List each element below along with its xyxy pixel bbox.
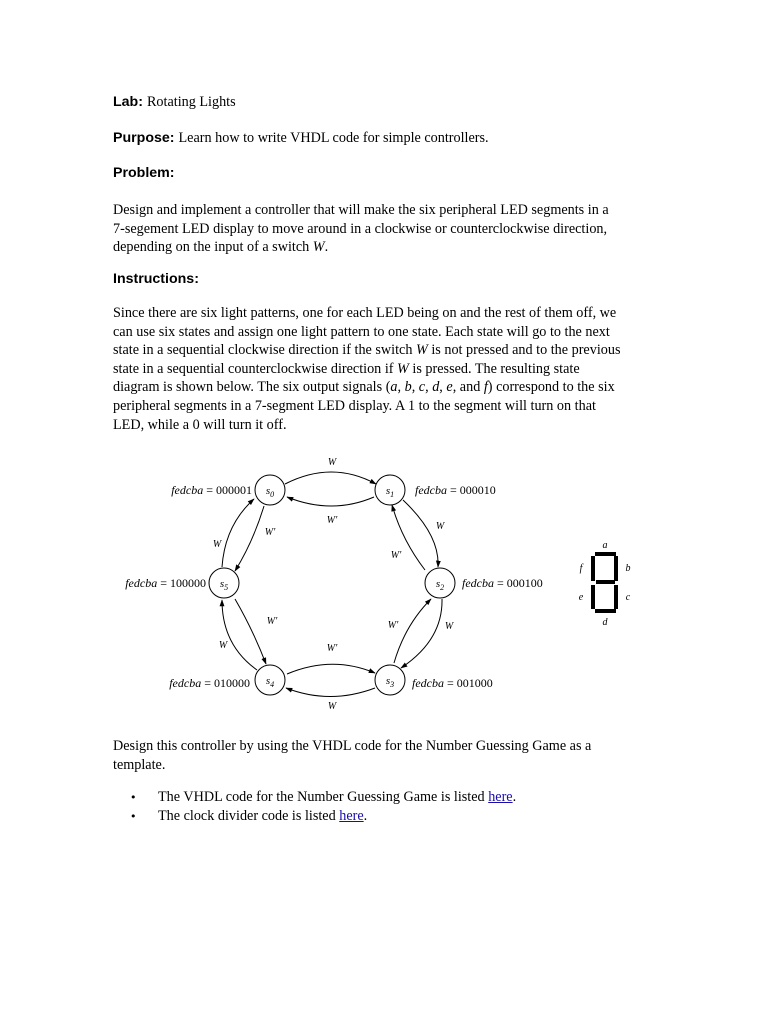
- segment-label-a: a: [602, 540, 608, 551]
- label-s3-s4: W: [327, 701, 337, 712]
- purpose-text: Learn how to write VHDL code for simple controllers.: [178, 130, 489, 146]
- segment-label-f: f: [579, 563, 583, 574]
- problem-heading: Problem:: [113, 165, 175, 181]
- bullet-item-2: [130, 808, 367, 825]
- sig-c: c: [418, 379, 426, 396]
- purpose-line: [113, 129, 489, 147]
- sig-d: d: [432, 379, 440, 396]
- clock-divider-link[interactable]: here: [339, 808, 364, 824]
- state-s2: [425, 568, 455, 598]
- state-s4: [255, 665, 285, 695]
- problem-line-3-text: depending on the input of a switch: [113, 239, 310, 256]
- closing-paragraph: [113, 737, 673, 774]
- lab-title: Rotating Lights: [146, 94, 236, 110]
- svg-text:s5: $s_5$: [219, 578, 229, 592]
- purpose-label: Purpose:: [113, 130, 175, 146]
- state-s5: [209, 568, 239, 598]
- state-s1: [375, 475, 405, 505]
- comma-4: ,: [439, 379, 447, 396]
- arrow-s3-s4-w: [286, 688, 375, 697]
- bullet-item-1: [130, 789, 516, 806]
- l4b: is pressed. The resulting state: [412, 360, 580, 377]
- l3b: is not pressed and to the previous: [431, 342, 621, 359]
- label-s4-s3: W': [326, 643, 338, 654]
- instructions-line-4: [113, 360, 673, 379]
- segment-label-d: d: [602, 617, 608, 628]
- segment-a: [595, 552, 616, 556]
- instructions-line-6: peripheral segments in a 7-segment LED display. A 1 to the segment will turn on that: [113, 397, 596, 414]
- output-s1: fedcba = 000010: [415, 483, 496, 497]
- and-word: , and: [452, 379, 484, 396]
- segment-g: [596, 580, 615, 584]
- l3w: W: [415, 342, 428, 359]
- output-s5: fedcba = 100000: [125, 576, 206, 590]
- bullet-dot: •: [130, 810, 137, 823]
- svg-text:s2: $s_2$: [435, 578, 445, 592]
- instructions-heading: Instructions:: [113, 271, 199, 287]
- label-s2-s3: W: [444, 621, 454, 632]
- arrow-s1-s0-wnot: [287, 497, 374, 506]
- instructions-line-2: can use six states and assign one light pattern to one state. Each state will go to the next: [113, 323, 610, 340]
- bullet-2-text: The clock divider code is listed: [158, 808, 336, 824]
- svg-text:s4: $s_4$: [265, 675, 275, 689]
- state-s0: [255, 475, 285, 505]
- output-s4: fedcba = 010000: [169, 676, 250, 690]
- sig-f: f: [483, 379, 488, 396]
- segment-b: [614, 556, 618, 581]
- svg-text:s3: $s_3$: [385, 675, 395, 689]
- label-s2-s1: W': [390, 550, 402, 561]
- closing-line-2: template.: [113, 756, 166, 773]
- state-diagram: [0, 440, 768, 730]
- problem-end: .: [324, 239, 329, 256]
- output-s0: fedcba = 000001: [171, 483, 252, 497]
- problem-line-2: 7-segement LED display to move around in a clockwise or counterclockwise direction,: [113, 220, 608, 237]
- arrow-s3-s2-wnot: [394, 599, 431, 663]
- l3a: state in a sequential clockwise direction if the switch: [113, 342, 413, 359]
- problem-paragraph: [113, 201, 673, 257]
- arrow-s5-s0-w: [222, 499, 254, 567]
- arrow-s1-s2-w: [403, 500, 438, 567]
- svg-text:s0: $s_0$: [265, 485, 275, 499]
- closing-line-1: Design this controller by using the VHDL code for the Number Guessing Game as a: [113, 738, 592, 754]
- label-s1-s0: W': [326, 515, 338, 526]
- sig-b: b: [404, 379, 412, 396]
- sig-e: e: [446, 379, 453, 396]
- instructions-line-7: LED, while a 0 will turn it off.: [113, 416, 287, 433]
- switch-name: W: [312, 239, 325, 256]
- output-s2: fedcba = 000100: [462, 576, 543, 590]
- comma-3: ,: [425, 379, 433, 396]
- segment-label-c: c: [625, 592, 631, 603]
- l4w: W: [397, 360, 409, 377]
- output-s3: fedcba = 001000: [412, 676, 493, 690]
- label-s1-s2: W: [435, 521, 445, 532]
- label-s3-s2: W': [387, 620, 399, 631]
- arrow-s0-s1-w: [285, 472, 376, 484]
- label-s5-s0: W: [212, 539, 222, 550]
- lab-label: Lab:: [113, 94, 143, 110]
- svg-text:s1: $s_1$: [385, 485, 395, 499]
- seven-segment-display: [579, 540, 631, 628]
- l4a: state in a sequential counterclockwise direction if: [113, 360, 394, 377]
- sig-a: a: [390, 379, 398, 396]
- problem-line-1: Design and implement a controller that will make the six peripheral LED segments in a: [113, 202, 609, 218]
- comma-1: ,: [397, 379, 405, 396]
- label-s5-s4: W': [266, 616, 278, 627]
- arrow-s4-s3-wnot: [287, 664, 375, 674]
- label-s4-s5: W: [218, 640, 228, 651]
- segment-label-b: b: [625, 563, 631, 574]
- bullet-2-end: .: [363, 808, 368, 824]
- instructions-paragraph: [113, 304, 673, 434]
- lab-line: [113, 93, 236, 111]
- segment-d: [595, 609, 616, 613]
- segment-c: [614, 585, 618, 609]
- bullet-1-end: .: [512, 789, 517, 805]
- bullet-dot: •: [130, 791, 137, 804]
- segment-f: [591, 556, 595, 581]
- label-s0-s1: W: [327, 457, 337, 468]
- bullet-1-text: The VHDL code for the Number Guessing Game is listed: [158, 789, 485, 805]
- instructions-line-1: Since there are six light patterns, one for each LED being on and the rest of them off, we: [113, 305, 617, 321]
- label-s0-s5: W': [264, 527, 276, 538]
- l5b: ) correspond to the six: [487, 379, 615, 396]
- l5a: diagram is shown below. The six output signals (: [113, 379, 391, 396]
- segment-label-e: e: [578, 592, 584, 603]
- instructions-line-5: [113, 378, 673, 397]
- arrow-s4-s5-w: [222, 600, 257, 670]
- problem-line-3: [113, 238, 673, 257]
- instructions-line-3: [113, 341, 673, 360]
- state-s3: [375, 665, 405, 695]
- comma-2: ,: [411, 379, 419, 396]
- vhdl-code-link[interactable]: here: [488, 789, 513, 805]
- segment-e: [591, 585, 595, 609]
